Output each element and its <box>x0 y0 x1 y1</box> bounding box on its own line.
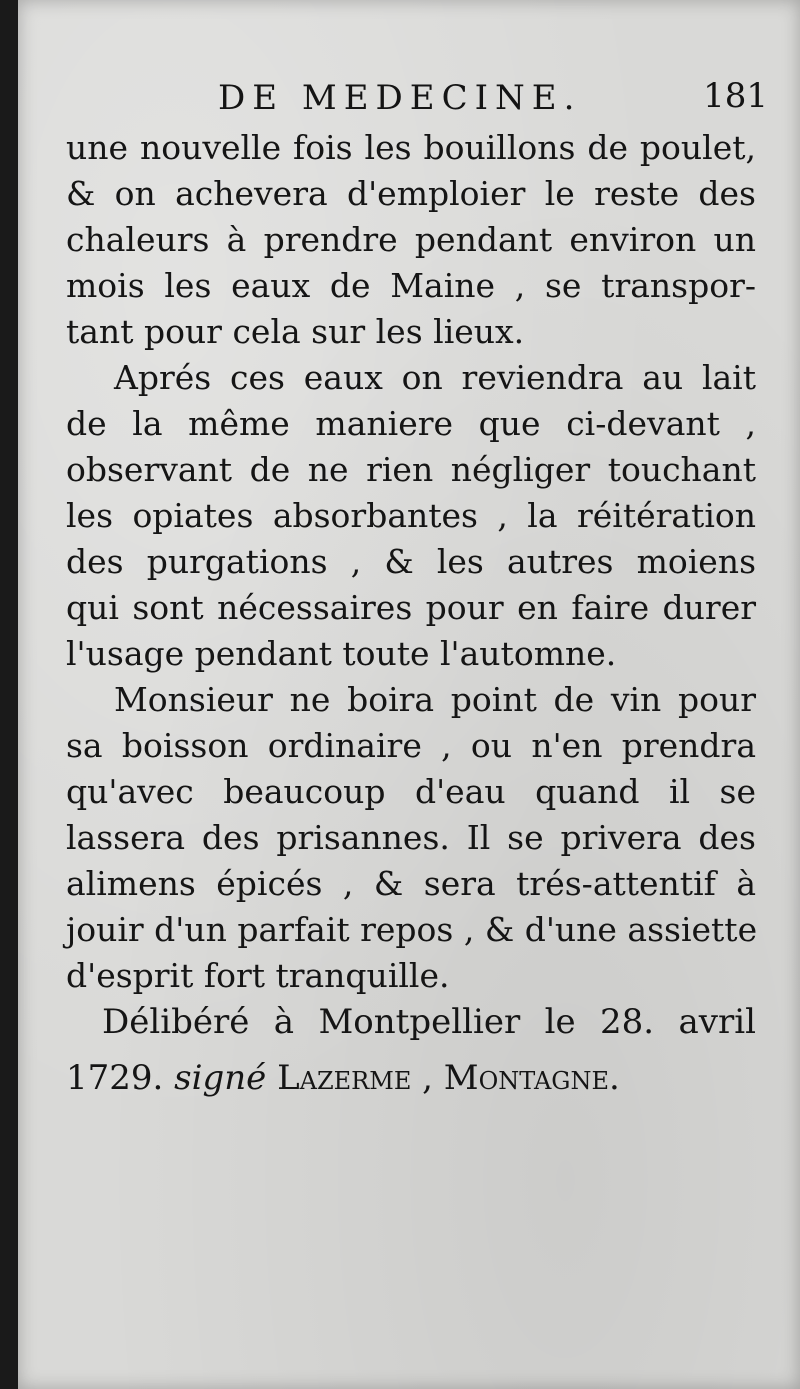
text-line: sa boisson ordinaire , ou n'en prendra <box>66 726 756 765</box>
signature-date: 1729. <box>66 1058 164 1098</box>
text-line: l'usage pendant toute l'automne. <box>66 634 617 673</box>
text-line: d'esprit fort tranquille. <box>66 956 450 995</box>
text-line: lassera des prisannes. Il se privera des <box>66 818 756 857</box>
page-header <box>18 72 800 124</box>
text-line: mois les eaux de Maine , se transpor- <box>66 266 756 305</box>
signed-word: signé <box>174 1058 267 1098</box>
text-line: de la même maniere que ci-devant , <box>66 404 756 443</box>
text-line: chaleurs à prendre pendant environ un <box>66 220 756 259</box>
closing-signature <box>66 994 756 1106</box>
text-line: alimens épicés , & sera trés-attentif à <box>66 864 756 903</box>
text-line: qu'avec beaucoup d'eau quand il se <box>66 772 756 811</box>
signature-line <box>66 1050 756 1106</box>
text-line: jouir d'un parfait repos , & d'une assiette <box>66 910 758 949</box>
paragraph-start-line: Aprés ces eaux on reviendra au lait <box>114 358 756 397</box>
text-line: observant de ne rien négliger touchant <box>66 450 756 489</box>
page-number: 181 <box>703 76 768 116</box>
text-line: tant pour cela sur les lieux. <box>66 312 525 351</box>
text-line: des purgations , & les autres moiens <box>66 542 756 581</box>
signatory-montagne: Montagne. <box>443 1058 620 1098</box>
text-line: une nouvelle fois les bouillons de poulet, <box>66 128 756 167</box>
text-line: & on achevera d'emploier le reste des <box>66 174 756 213</box>
deliberation-line: Délibéré à Montpellier le 28. avril <box>102 1002 756 1042</box>
text-line: qui sont nécessaires pour en faire durer <box>66 588 756 627</box>
body-text <box>66 125 756 999</box>
text-line: les opiates absorbantes , la réitération <box>66 496 756 535</box>
running-head: DE MEDECINE. <box>218 78 582 118</box>
paragraph-start-line: Monsieur ne boira point de vin pour <box>114 680 756 719</box>
book-page <box>18 0 800 1389</box>
signatory-lazerme: Lazerme , <box>277 1058 433 1098</box>
